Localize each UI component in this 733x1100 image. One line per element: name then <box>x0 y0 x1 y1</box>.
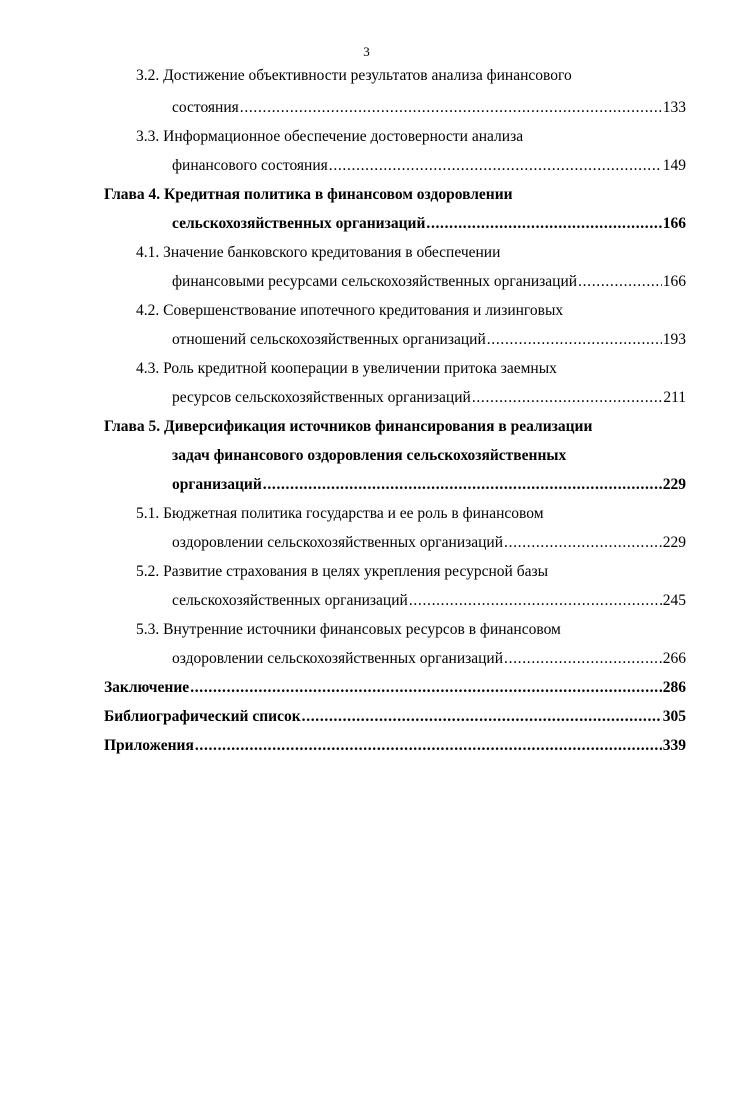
toc-page-number: 229 <box>662 534 686 551</box>
toc-page-number: 211 <box>663 389 686 406</box>
dot-leader <box>302 705 662 729</box>
toc-chapter-5-title-cont: задач финансового оздоровления сельскохозяйственных <box>172 447 567 464</box>
toc-page-number: 193 <box>662 331 686 348</box>
toc-entry-5-2[interactable] <box>172 589 686 613</box>
toc-entry-4-1[interactable] <box>172 270 686 294</box>
toc-entry-3-3[interactable] <box>172 154 686 178</box>
toc-page-number: 229 <box>662 476 686 493</box>
toc-entry-5-1[interactable] <box>172 531 686 555</box>
toc-entry-text: состояния <box>172 99 239 116</box>
toc-chapter-5[interactable] <box>172 473 686 497</box>
toc-bibliography[interactable] <box>104 705 686 729</box>
toc-chapter-4[interactable] <box>172 212 686 236</box>
toc-entry-text: оздоровлении сельскохозяйственных организаций <box>172 650 504 667</box>
toc-page-number: 133 <box>662 99 686 116</box>
dot-leader <box>409 589 662 613</box>
dot-leader <box>487 328 662 352</box>
page-number: 3 <box>363 44 370 59</box>
toc-entry-text: Заключение <box>104 679 190 696</box>
dot-leader <box>578 270 662 294</box>
toc-entry-text: финансового состояния <box>172 157 328 174</box>
toc-appendices[interactable] <box>104 734 686 758</box>
toc-page-number: 245 <box>662 592 686 609</box>
dot-leader <box>426 212 661 236</box>
toc-entry-text: оздоровлении сельскохозяйственных организаций <box>172 534 504 551</box>
toc-entry-text: финансовыми ресурсами сельскохозяйственных организаций <box>172 273 578 290</box>
toc-entry-5-1-title: 5.1. Бюджетная политика государства и ее роль в финансовом <box>136 505 544 522</box>
toc-entry-4-3-title: 4.3. Роль кредитной кооперации в увеличении притока заемных <box>136 360 557 377</box>
toc-entry-5-3-title: 5.3. Внутренние источники финансовых ресурсов в финансовом <box>136 621 561 638</box>
toc-entry-3-3-title: 3.3. Информационное обеспечение достоверности анализа <box>136 128 524 145</box>
dot-leader <box>240 96 662 120</box>
toc-chapter-4-title: Глава 4. Кредитная политика в финансовом оздоровлении <box>104 186 513 203</box>
toc-page-number: 166 <box>662 273 686 290</box>
toc-entry-text: Библиографический список <box>104 708 301 725</box>
toc-entry-4-3[interactable] <box>172 386 686 410</box>
toc-entry-5-2-title: 5.2. Развитие страхования в целях укрепления ресурсной базы <box>136 563 549 580</box>
toc-entry-text: сельскохозяйственных организаций <box>172 215 426 232</box>
toc-page-number: 266 <box>662 650 686 667</box>
dot-leader <box>329 154 662 178</box>
toc-page-number: 305 <box>662 708 686 725</box>
toc-page-number: 166 <box>662 215 686 232</box>
dot-leader <box>504 647 662 671</box>
dot-leader <box>504 531 662 555</box>
dot-leader <box>195 734 662 758</box>
dot-leader <box>472 386 662 410</box>
dot-leader <box>190 676 662 700</box>
toc-entry-4-2[interactable] <box>172 328 686 352</box>
toc-entry-text: Приложения <box>104 737 194 754</box>
dot-leader <box>263 473 662 497</box>
toc-entry-text: организаций <box>172 476 262 493</box>
toc-page-number: 339 <box>662 737 686 754</box>
toc-conclusion[interactable] <box>104 676 686 700</box>
toc-entry-text: сельскохозяйственных организаций <box>172 592 408 609</box>
toc-entry-text: ресурсов сельскохозяйственных организаций <box>172 389 471 406</box>
toc-page-number: 149 <box>662 157 686 174</box>
toc-entry-4-1-title: 4.1. Значение банковского кредитования в обеспечении <box>136 244 501 261</box>
toc-page-number: 286 <box>662 679 686 696</box>
toc-entry-4-2-title: 4.2. Совершенствование ипотечного кредитования и лизинговых <box>136 302 564 319</box>
toc-entry-3-2-title: 3.2. Достижение объективности результатов анализа финансового <box>136 67 572 84</box>
toc-entry-text: отношений сельскохозяйственных организаций <box>172 331 486 348</box>
toc-chapter-5-title: Глава 5. Диверсификация источников финансирования в реализации <box>104 418 593 435</box>
toc-entry-3-2[interactable] <box>172 96 686 120</box>
toc-entry-5-3[interactable] <box>172 647 686 671</box>
